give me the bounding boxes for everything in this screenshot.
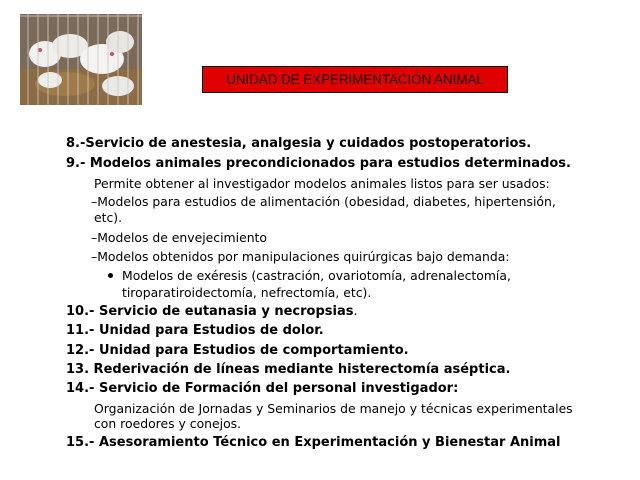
list-item [66, 363, 510, 376]
item-text: Unidad para Estudios de comportamiento. [94, 343, 409, 358]
continuation-text: etc). [94, 210, 123, 225]
list-item [66, 344, 409, 357]
item-description [94, 403, 573, 415]
bullet-item-continuation [122, 287, 371, 299]
sub-item [91, 232, 267, 244]
bullet-item [122, 270, 511, 282]
sub-item [91, 251, 510, 263]
item-number: 8.- [66, 136, 86, 151]
sub-item-text: Modelos de envejecimiento [97, 230, 267, 245]
sub-item-text: Modelos para estudios de alimentación (obesidad, diabetes, hipertensión, [97, 194, 556, 209]
item-text: Servicio de anestesia, analgesia y cuidados postoperatorios. [85, 136, 532, 151]
item-text: Unidad para Estudios de dolor. [94, 323, 324, 338]
list-item [66, 305, 358, 318]
bullet-text: Modelos de exéresis (castración, ovariotomía, adrenalectomía, [122, 268, 511, 283]
continuation-text: con roedores y conejos. [94, 416, 242, 431]
item-number: 14.- [66, 381, 95, 396]
sub-item [91, 196, 556, 208]
banner-title: UNIDAD DE EXPERIMENTACIÓN ANIMAL [226, 72, 484, 87]
item-text: Asesoramiento Técnico en Experimentación y Bienestar Animal [94, 435, 561, 450]
list-item [66, 382, 458, 395]
dash-marker: – [91, 249, 98, 264]
dash-marker: – [91, 230, 98, 245]
item-text: Servicio de eutanasia y necropsias [94, 304, 354, 319]
item-number: 11.- [66, 323, 95, 338]
item-tail: . [353, 304, 358, 319]
item-text: Rederivación de líneas mediante histerectomía aséptica. [89, 362, 511, 377]
sub-item-text: Modelos obtenidos por manipulaciones quirúrgicas bajo demanda: [97, 249, 510, 264]
description-text: Organización de Jornadas y Seminarios de manejo y técnicas experimentales [94, 401, 573, 416]
item-text: Servicio de Formación del personal investigador: [94, 381, 459, 396]
item-description [94, 178, 550, 190]
list-item [66, 324, 324, 337]
item-number: 13. [66, 362, 90, 377]
item-description-continuation [94, 418, 241, 430]
bullet-icon [108, 273, 113, 278]
continuation-text: tiroparatiroidectomía, nefrectomía, etc). [122, 285, 372, 300]
item-number: 10.- [66, 304, 95, 319]
description-text: Permite obtener al investigador modelos animales listos para ser usados: [94, 176, 550, 191]
list-item [66, 137, 531, 150]
list-item [66, 157, 571, 170]
list-item [66, 436, 561, 449]
item-number: 9.- [66, 156, 86, 171]
sub-item-continuation [94, 212, 122, 224]
item-text: Modelos animales precondicionados para estudios determinados. [85, 156, 571, 171]
item-number: 12.- [66, 343, 95, 358]
dash-marker: – [91, 194, 98, 209]
item-number: 15.- [66, 435, 95, 450]
